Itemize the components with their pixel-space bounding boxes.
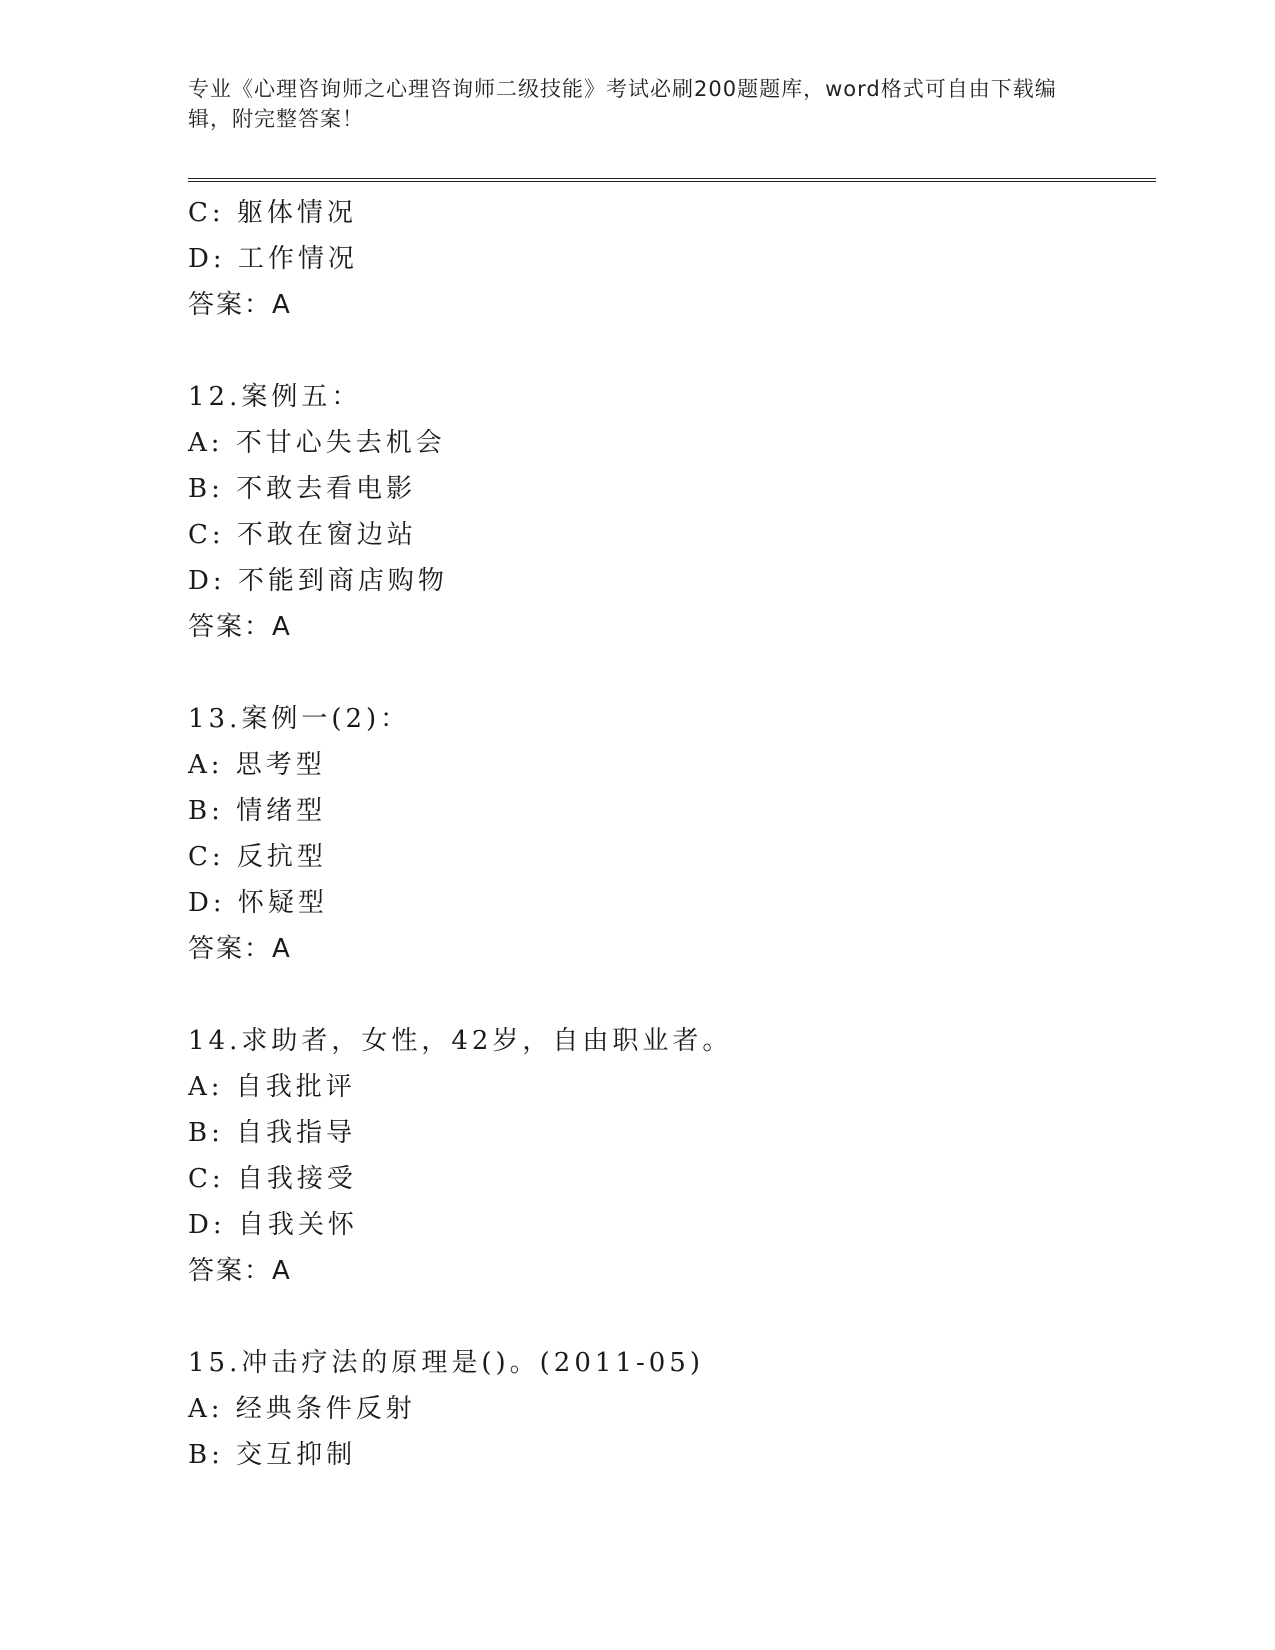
question-text: 14.求助者，女性，42岁，自由职业者。 [188, 1026, 733, 1056]
question-block [188, 190, 1156, 328]
option-a: A: 思考型 [188, 750, 326, 780]
spacer [188, 650, 1156, 696]
option-a: A: 不甘心失去机会 [188, 428, 446, 458]
spacer [188, 1294, 1156, 1340]
question-block [188, 1018, 1156, 1294]
option-d: D: 不能到商店购物 [188, 566, 448, 596]
option-b: B: 不敢去看电影 [188, 474, 417, 504]
option-c: C: 不敢在窗边站 [188, 520, 417, 550]
option-c: C: 躯体情况 [188, 198, 357, 228]
question-block [188, 1340, 1156, 1478]
answer-line: 答案：A [188, 612, 292, 642]
option-d: D: 怀疑型 [188, 888, 328, 918]
question-block [188, 374, 1156, 650]
answer-line: 答案：A [188, 290, 292, 320]
question-text: 12.案例五： [188, 382, 362, 412]
option-b: B: 情绪型 [188, 796, 327, 826]
option-d: D: 自我关怀 [188, 1210, 358, 1240]
option-c: C: 自我接受 [188, 1164, 357, 1194]
header-divider [188, 178, 1156, 182]
option-c: C: 反抗型 [188, 842, 327, 872]
spacer [188, 972, 1156, 1018]
question-text: 13.案例一(2)： [188, 704, 411, 734]
option-b: B: 自我指导 [188, 1118, 357, 1148]
option-a: A: 经典条件反射 [188, 1394, 416, 1424]
document-header: 专业《心理咨询师之心理咨询师二级技能》考试必刷200题题库，word格式可自由下载编辑，附完整答案！ [188, 77, 1057, 131]
question-block [188, 696, 1156, 972]
answer-line: 答案：A [188, 934, 292, 964]
option-a: A: 自我批评 [188, 1072, 356, 1102]
option-d: D: 工作情况 [188, 244, 358, 274]
question-text: 15.冲击疗法的原理是()。(2011-05) [188, 1348, 704, 1378]
answer-line: 答案：A [188, 1256, 292, 1286]
question-list [188, 190, 1156, 1478]
option-b: B: 交互抑制 [188, 1440, 357, 1470]
spacer [188, 328, 1156, 374]
